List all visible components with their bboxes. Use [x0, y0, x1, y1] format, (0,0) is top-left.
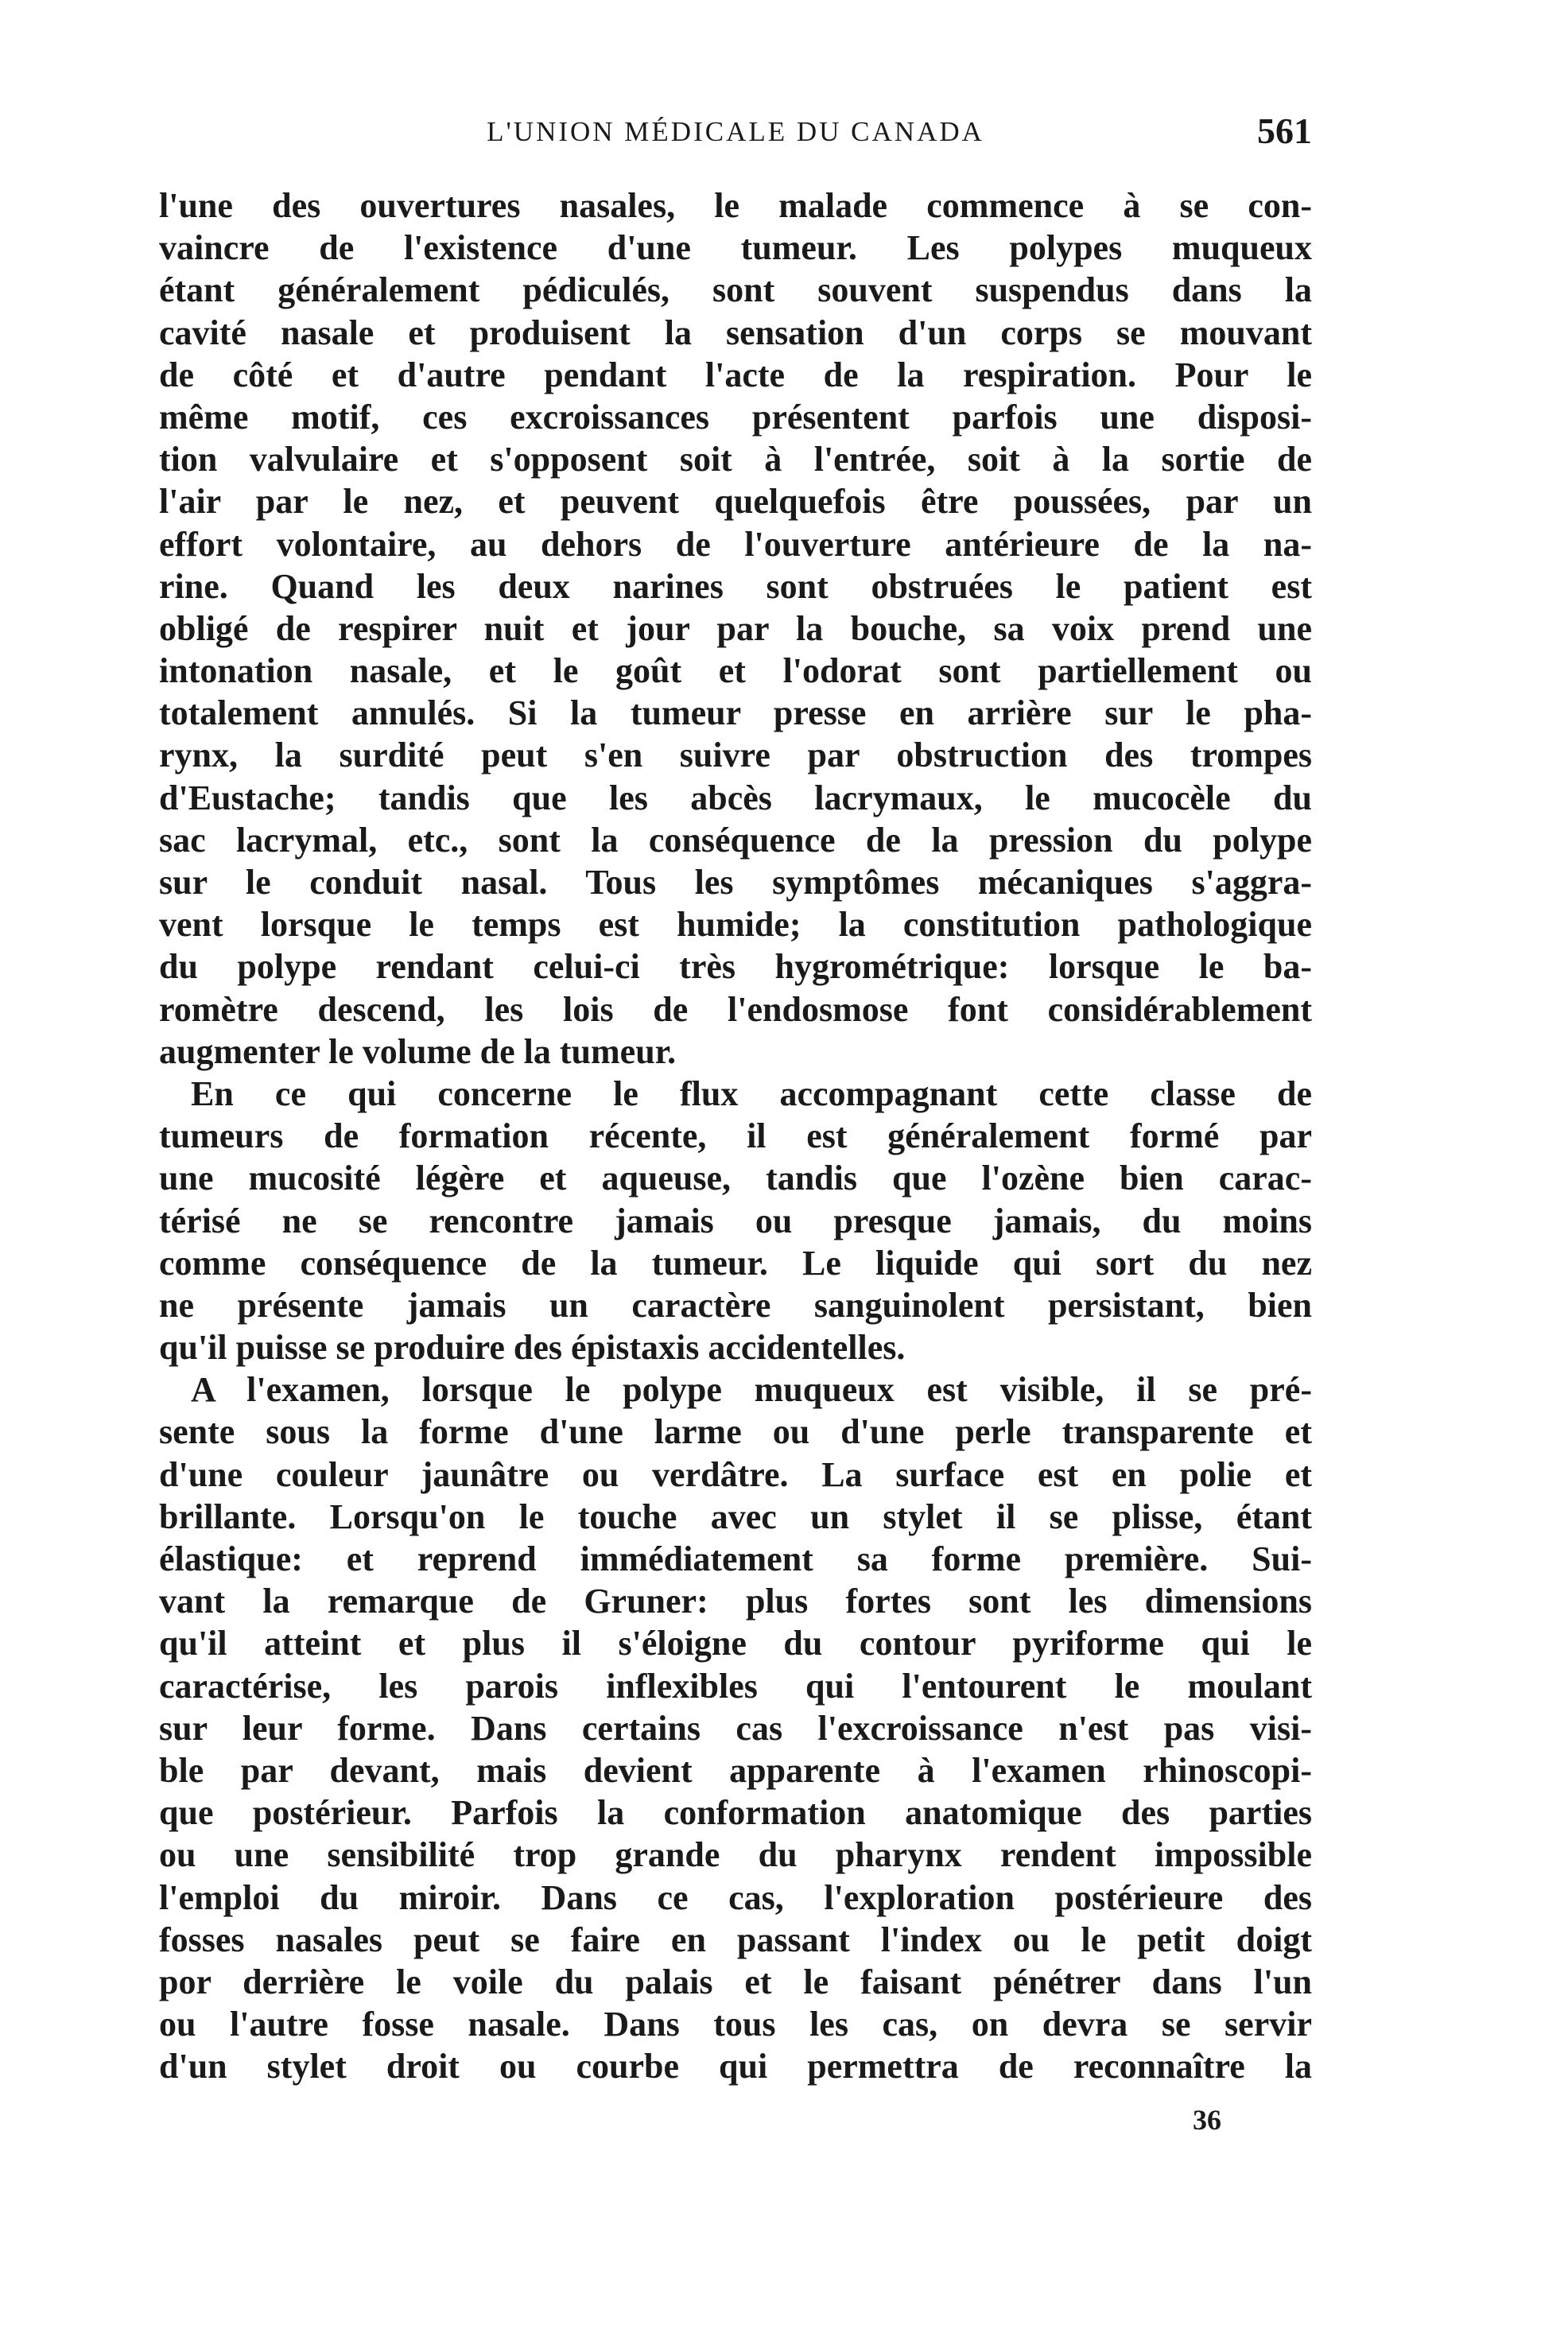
text-line: cavité nasale et produisent la sensation d'un corps se mouvant — [159, 312, 1312, 352]
text-line: même motif, ces excroissances présentent parfois une disposi- — [159, 397, 1312, 437]
text-line: ne présente jamais un caractère sanguinolent persistant, bien — [159, 1285, 1312, 1325]
text-line: caractérise, les parois inflexibles qui l'entourent le moulant — [159, 1666, 1312, 1706]
text-line: qu'il atteint et plus il s'éloigne du contour pyriforme qui le — [159, 1624, 1312, 1663]
text-line: romètre descend, les lois de l'endosmose font considérablement — [159, 989, 1312, 1029]
text-line: En ce qui concerne le flux accompagnant cette classe de — [191, 1073, 1312, 1113]
text-line: fosses nasales peut se faire en passant l'index ou le petit doigt — [159, 1920, 1312, 1959]
text-line: totalement annulés. Si la tumeur presse en arrière sur le pha- — [159, 693, 1312, 733]
text-line: l'air par le nez, et peuvent quelquefois être poussées, par un — [159, 482, 1312, 522]
text-line: étant généralement pédiculés, sont souvent suspendus dans la — [159, 270, 1312, 310]
text-line: d'une couleur jaunâtre ou verdâtre. La surface est en polie et — [159, 1454, 1312, 1494]
page-number: 561 — [1257, 111, 1312, 151]
text-line: que postérieur. Parfois la conformation anatomique des parties — [159, 1793, 1312, 1833]
text-line: l'emploi du miroir. Dans ce cas, l'exploration postérieure des — [159, 1877, 1312, 1917]
text-line: sur le conduit nasal. Tous les symptômes mécaniques s'aggra- — [159, 863, 1312, 902]
text-line: vant la remarque de Gruner: plus fortes sont les dimensions — [159, 1582, 1312, 1621]
text-line: augmenter le volume de la tumeur. — [159, 1031, 677, 1071]
text-line: ou une sensibilité trop grande du pharynx rendent impossible — [159, 1835, 1312, 1875]
text-line: vent lorsque le temps est humide; la constitution pathologique — [159, 905, 1312, 945]
journal-title: L'UNION MÉDICALE DU CANADA — [487, 116, 984, 147]
text-line: tumeurs de formation récente, il est généralement formé par — [159, 1116, 1312, 1156]
text-line: d'Eustache; tandis que les abcès lacrymaux, le mucocèle du — [159, 778, 1312, 817]
text-line: rine. Quand les deux narines sont obstruées le patient est — [159, 566, 1312, 606]
text-line: brillante. Lorsqu'on le touche avec un stylet il se plisse, étant — [159, 1496, 1312, 1536]
text-line: d'un stylet droit ou courbe qui permettra de reconnaître la — [159, 2047, 1312, 2087]
text-line: sur leur forme. Dans certains cas l'excroissance n'est pas visi- — [159, 1708, 1312, 1748]
text-line: comme conséquence de la tumeur. Le liquide qui sort du nez — [159, 1243, 1312, 1283]
text-line: por derrière le voile du palais et le faisant pénétrer dans l'un — [159, 1962, 1312, 2001]
text-line: térisé ne se rencontre jamais ou presque jamais, du moins — [159, 1201, 1312, 1240]
signature-mark: 36 — [1193, 2104, 1221, 2136]
text-line: l'une des ouvertures nasales, le malade commence à se con- — [159, 186, 1312, 225]
running-head — [159, 110, 1312, 157]
text-line: ou l'autre fosse nasale. Dans tous les cas, on devra se servir — [159, 2005, 1312, 2044]
text-line: sac lacrymal, etc., sont la conséquence de la pression du polype — [159, 820, 1312, 860]
body-text — [159, 184, 1312, 2087]
text-line: une mucosité légère et aqueuse, tandis que l'ozène bien carac- — [159, 1159, 1312, 1198]
text-line: tion valvulaire et s'opposent soit à l'entrée, soit à la sortie de — [159, 440, 1312, 479]
text-line: de côté et d'autre pendant l'acte de la respiration. Pour le — [159, 355, 1312, 394]
text-line: ble par devant, mais devient apparente à l'examen rhinoscopi- — [159, 1750, 1312, 1790]
text-line: vaincre de l'existence d'une tumeur. Les polypes muqueux — [159, 228, 1312, 268]
text-line: A l'examen, lorsque le polype muqueux est visible, il se pré- — [191, 1370, 1312, 1410]
text-line: effort volontaire, au dehors de l'ouverture antérieure de la na- — [159, 524, 1312, 564]
text-line: obligé de respirer nuit et jour par la bouche, sa voix prend une — [159, 608, 1312, 648]
text-line: qu'il puisse se produire des épistaxis accidentelles. — [159, 1328, 906, 1368]
text-line: élastique: et reprend immédiatement sa forme première. Sui- — [159, 1539, 1312, 1578]
text-line: rynx, la surdité peut s'en suivre par obstruction des trompes — [159, 736, 1312, 775]
text-line: sente sous la forme d'une larme ou d'une perle transparente et — [159, 1412, 1312, 1452]
text-line: intonation nasale, et le goût et l'odorat sont partiellement ou — [159, 651, 1312, 691]
text-line: du polype rendant celui-ci très hygrométrique: lorsque le ba- — [159, 947, 1312, 987]
